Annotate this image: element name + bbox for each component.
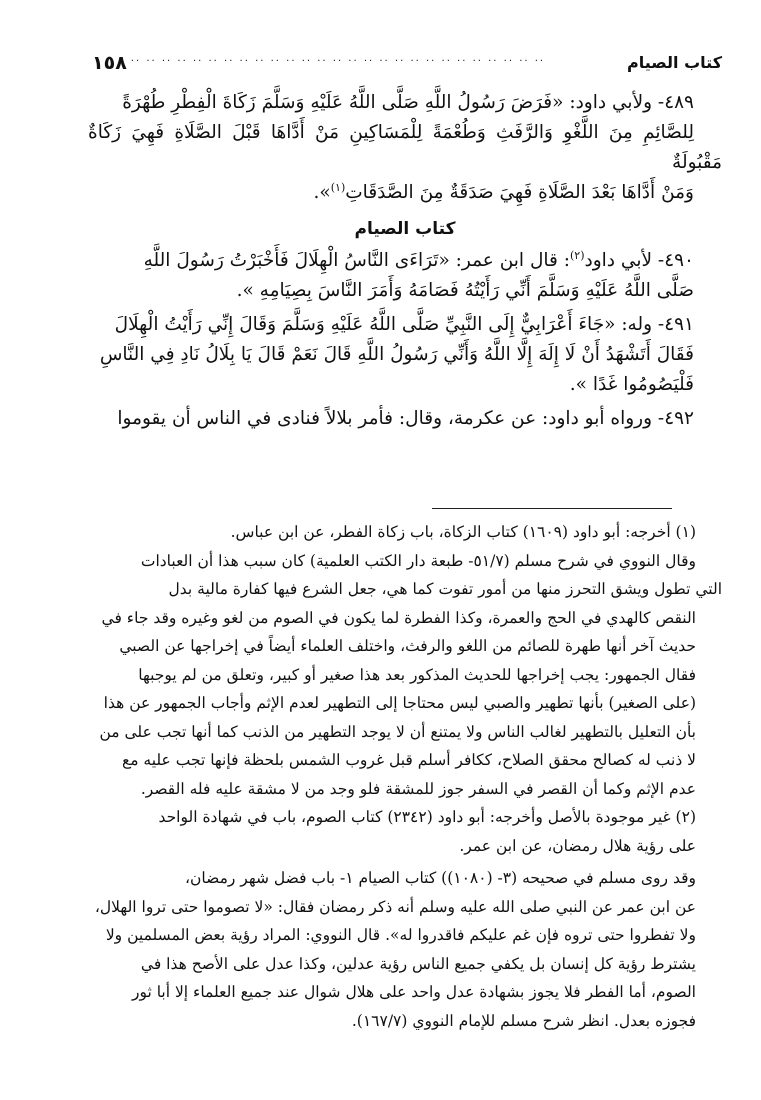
running-header — [92, 44, 722, 74]
footnote-2-commentary — [88, 864, 722, 1035]
commentary-line: عدم الإثم وكما أن القصر في السفر جوز للمشقة فلو وجد من لا مشقة عليه فله القصر. — [140, 779, 696, 798]
hadith-491-line: ٤٩١- وله: «جَاءَ أَعْرَابِيٌّ إِلَى النَّبِيِّ صَلَّى اللَّهُ عَلَيْهِ وَسَلَّمَ وَقَالَ إِنِّي رَأَيْتُ الْهِلَالَ — [114, 314, 694, 335]
hadith-492-line: ٤٩٢- ورواه أبو داود: عن عكرمة، وقال: فأمر بلالاً فنادى في الناس أن يقوموا — [117, 408, 694, 429]
commentary-line: بأن التعليل بالتطهير لغالب الناس ولا يمتنع أن لا يوجد التطهير من الذنب كما أنها تجب على من — [99, 722, 696, 741]
hadith-489-tail: ». — [313, 182, 331, 203]
commentary-line: فجوزه بعدل. انظر شرح مسلم للإمام النووي (١٦٧/٧). — [351, 1011, 696, 1030]
commentary-line: حديث آخر أنها طهرة للصائم من اللغو والرفث، واختلف العلماء أيضاً في إخراجها عن الصبي — [119, 637, 696, 655]
main-text — [88, 88, 722, 438]
footnote-1-commentary — [88, 547, 722, 804]
hadith-492 — [88, 404, 722, 434]
section-title: كتاب الصيام — [354, 219, 456, 239]
hadith-491-line: فَقَالَ أَتَشْهَدُ أَنْ لَا إِلَهَ إِلَّا اللَّهُ وَأَنِّي رَسُولُ اللَّهِ قَالَ نَعَمْ قَالَ يَا بِلَالُ نَادِ فِي النَّاسِ — [99, 344, 694, 365]
commentary-line: وقد روى مسلم في صحيحه (٣- (١٠٨٠)) كتاب الصيام ١- باب فضل شهر رمضان، — [185, 869, 696, 887]
commentary-line: فقال الجمهور: يجب إخراجها للحديث المذكور بعد هذا صغير أو كبير، وتعلق من لم يوجبها — [138, 665, 696, 684]
footnotes — [88, 518, 722, 1035]
hadith-489-line: لِلصَّائِمِ مِنَ اللَّغْوِ وَالرَّفَثِ وَطُعْمَةً لِلْمَسَاكِينِ مَنْ أَدَّاهَا قَبْلَ الصَّلَاةِ فَهِيَ زَكَاةٌ مَقْبُولَةٌ — [88, 122, 722, 173]
footnote-1-line: (١) أخرجه: أبو داود (١٦٠٩) كتاب الزكاة، باب زكاة الفطر، عن ابن عباس. — [230, 523, 696, 541]
header-leader-dots: .. .. .. .. .. .. .. .. .. .. .. .. .. .. .. .. .. .. .. .. .. .. .. .. .. .. .. — [130, 53, 546, 64]
footnote-2-line: على رؤية هلال رمضان، عن ابن عمر. — [459, 836, 696, 855]
commentary-line: الصوم، أما الفطر فلا يجوز بشهادة عدل واحد على هلال شوال عند جميع العلماء إلا أبا ثور — [131, 983, 696, 1001]
commentary-line: لا ذنب له كصالح محقق الصلاح، ككافر أسلم قبل غروب الشمس بلحظة فإنها تجب عليه مع — [121, 751, 696, 769]
hadith-490-text: : قال ابن عمر: «تَرَاءَى النَّاسُ الْهِلَالَ فَأَخْبَرْتُ رَسُولَ اللَّهِ — [143, 250, 570, 271]
header-book-name: كتاب الصيام — [626, 53, 722, 72]
footnote-separator — [432, 508, 672, 509]
hadith-489-line: ٤٨٩- ولأبي داود: «فَرَضَ رَسُولُ اللَّهِ صَلَّى اللَّهُ عَلَيْهِ وَسَلَّمَ زَكَاةَ الْفِطْرِ طُهْرَةً — [122, 92, 694, 113]
page-number: ١٥٨ — [92, 52, 127, 74]
commentary-line: التي تطول ويشق التحرز منها من أمور تفوت كما هي، جعل الشرع فيها كفارة مالية بدل — [168, 580, 722, 598]
commentary-line: النقص كالهدي في الحج والعمرة، وكذا الفطرة لما يكون في الصوم من لغو وغيره وقد جاء في — [101, 608, 696, 627]
hadith-490-prefix: ٤٩٠- لأبي داود — [584, 250, 694, 271]
commentary-line: يشترط رؤية كل إنسان بل يكفي جميع الناس رؤية عدلين، وكذا عدل على الأصح هذا في — [140, 954, 696, 973]
footnote-2 — [88, 803, 722, 860]
hadith-490-line — [88, 246, 722, 276]
hadith-489-line — [88, 178, 722, 208]
hadith-491 — [88, 310, 722, 400]
commentary-line: (على الصغير) بأنها تطهير والصبي ليس محتاجا إلى التطهير لعدم الإثم وأجاب الجمهور عن هذا — [103, 694, 696, 712]
commentary-line: ولا تفطروا حتى تروه فإن غم عليكم فاقدروا له». قال النووي: المراد رؤية بعض المسلمين ولا — [105, 926, 696, 944]
commentary-line: وقال النووي في شرح مسلم (٥١/٧- طبعة دار الكتب العلمية) كان سبب هذا أن العبادات — [140, 551, 696, 570]
footnote-2-line: (٢) غير موجودة بالأصل وأخرجه: أبو داود (٢٣٤٢) كتاب الصوم، باب في شهادة الواحد — [158, 808, 696, 826]
footnote-1 — [88, 518, 722, 547]
hadith-490 — [88, 246, 722, 306]
commentary-line: عن ابن عمر عن النبي صلى الله عليه وسلم أنه ذكر رمضان فقال: «لا تصوموا حتى تروا الهلال، — [94, 897, 696, 916]
footnote-ref-2[interactable]: (٢) — [569, 248, 585, 262]
hadith-490-line: صَلَّى اللَّهُ عَلَيْهِ وَسَلَّمَ أَنِّي رَأَيْتُهُ فَصَامَهُ وَأَمَرَ النَّاسَ بِصِيَامِهِ ». — [236, 280, 694, 301]
hadith-489-text: وَمَنْ أَدَّاهَا بَعْدَ الصَّلَاةِ فَهِيَ صَدَقَةٌ مِنَ الصَّدَقَاتِ — [345, 182, 694, 203]
footnote-ref-1[interactable]: (١) — [330, 180, 346, 194]
hadith-491-line: فَلْيَصُومُوا غَدًا ». — [569, 374, 694, 395]
hadith-489 — [88, 88, 722, 208]
